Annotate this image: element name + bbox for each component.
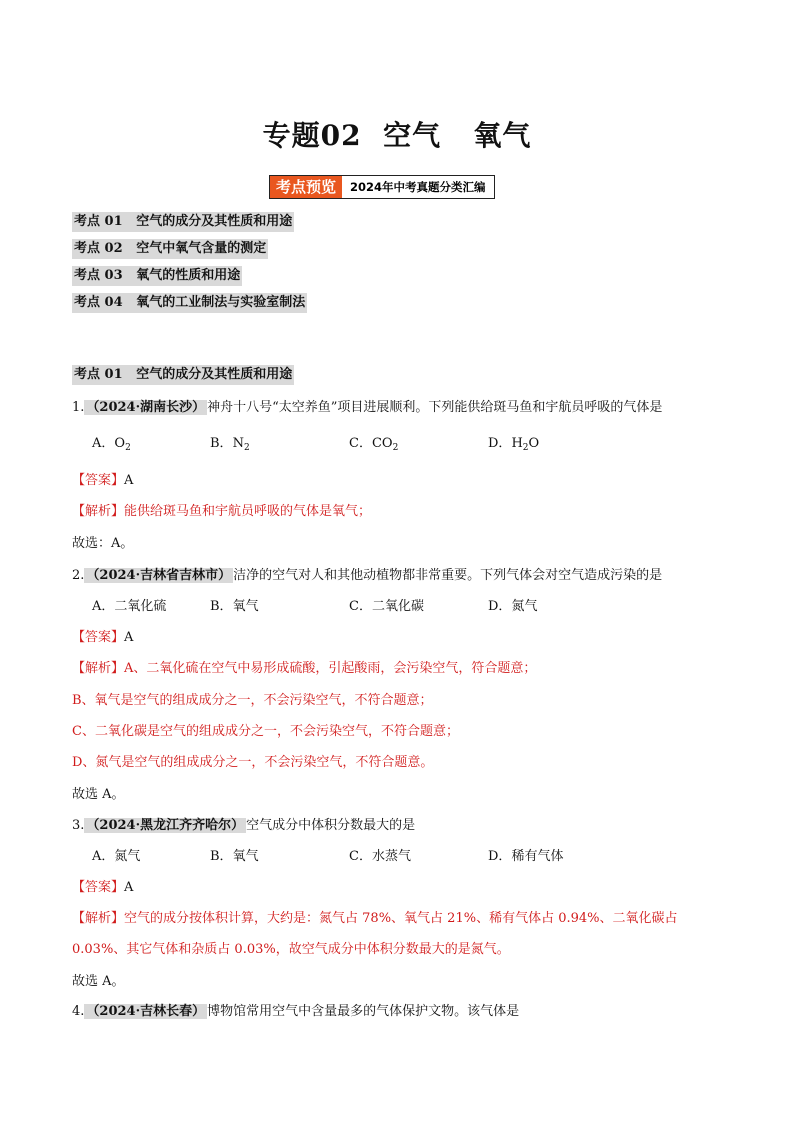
question-number: 3. — [72, 818, 85, 833]
badge-main-label: 考点预览 — [270, 176, 342, 198]
conclusion-line: 故选 A。 — [72, 787, 125, 802]
analysis-line: B、氧气是空气的组成成分之一，不会污染空气，不符合题意； — [72, 693, 433, 708]
toc-item-3[interactable]: 考点 03 氧气的性质和用途 — [72, 266, 242, 286]
toc-item-1[interactable]: 考点 01 空气的成分及其性质和用途 — [72, 212, 294, 232]
question-number: 1. — [72, 400, 85, 415]
analysis-line: 0.03%、其它气体和杂质占 0.03%，故空气成分中体积分数最大的是氮气。 — [72, 942, 510, 957]
section-heading: 考点 01 空气的成分及其性质和用途 — [72, 365, 294, 385]
analysis-line: C、二氧化碳是空气的组成成分之一，不会污染空气，不符合题意； — [72, 724, 459, 739]
question-number: 4. — [72, 1004, 85, 1019]
toc-item-2[interactable]: 考点 02 空气中氧气含量的测定 — [72, 239, 268, 259]
analysis-line: 【解析】能供给斑马鱼和宇航员呼吸的气体是氧气； — [72, 504, 372, 519]
option-d: D．氮气 — [488, 599, 538, 614]
answer-line: 【答案】A — [72, 630, 134, 645]
option-a: A．氮气 — [92, 849, 141, 864]
option-c: C．$CO_2$ — [349, 436, 399, 453]
option-c: C．二氧化碳 — [349, 599, 424, 614]
option-d: D．$H_2O$ — [488, 436, 540, 453]
question-source: （2024·吉林长春） — [86, 1004, 206, 1019]
question-number: 2. — [72, 568, 85, 583]
answer-line: 【答案】A — [72, 880, 134, 895]
option-b: B．$N_2$ — [210, 436, 250, 453]
conclusion-line: 故选 A。 — [72, 974, 125, 989]
analysis-line: D、氮气是空气的组成成分之一，不会污染空气，不符合题意。 — [72, 755, 434, 770]
question-stem: 空气成分中体积分数最大的是 — [246, 818, 416, 833]
question-source: （2024·黑龙江齐齐哈尔） — [86, 818, 245, 833]
option-b: B．氧气 — [210, 599, 259, 614]
option-b: B．氧气 — [210, 849, 259, 864]
option-c: C．水蒸气 — [349, 849, 411, 864]
question-4 — [72, 1002, 519, 1022]
badge-sub-label: 2024年中考真题分类汇编 — [342, 176, 494, 198]
page-title: 专题02 空气 氧气 — [262, 119, 532, 152]
preview-badge — [269, 175, 495, 199]
analysis-line: 【解析】空气的成分按体积计算，大约是：氮气占 78%、氧气占 21%、稀有气体占 0.94%、二氧化碳占 — [72, 911, 678, 926]
question-2 — [72, 566, 662, 586]
option-a: A．$O_2$ — [92, 436, 131, 453]
question-stem: 洁净的空气对人和其他动植物都非常重要。下列气体会对空气造成污染的是 — [233, 568, 663, 583]
question-stem: 博物馆常用空气中含量最多的气体保护文物。该气体是 — [207, 1004, 520, 1019]
question-3 — [72, 816, 415, 836]
question-source: （2024·湖南长沙） — [86, 400, 206, 415]
question-source: （2024·吉林省吉林市） — [86, 568, 232, 583]
analysis-line: 【解析】A、二氧化硫在空气中易形成硫酸，引起酸雨，会污染空气，符合题意； — [72, 661, 537, 676]
answer-line: 【答案】A — [72, 473, 134, 488]
question-1 — [72, 398, 662, 418]
conclusion-line: 故选：A。 — [72, 536, 134, 551]
question-stem: 神舟十八号“太空养鱼”项目进展顺利。下列能供给斑马鱼和宇航员呼吸的气体是 — [207, 400, 663, 415]
option-a: A．二氧化硫 — [92, 599, 167, 614]
toc-item-4[interactable]: 考点 04 氧气的工业制法与实验室制法 — [72, 293, 307, 313]
option-d: D．稀有气体 — [488, 849, 564, 864]
